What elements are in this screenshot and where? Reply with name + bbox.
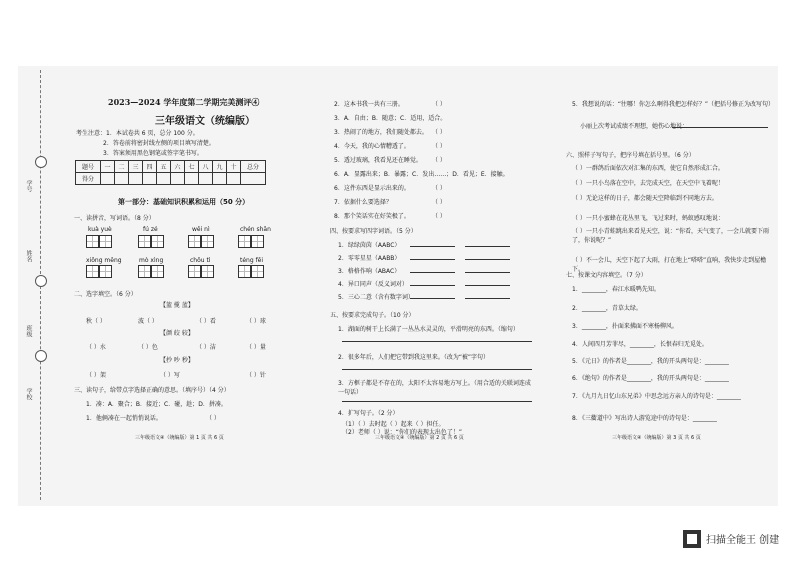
writing-grid-box[interactable] [251, 265, 264, 278]
q4-title: 四、按要求写四字词语。（5 分） [330, 228, 417, 235]
binding-hole [35, 275, 47, 287]
pinyin-label: mò xìng [139, 257, 164, 264]
q3-line: 1．他俩凑在一起悄悄说话。 [86, 415, 162, 422]
q3-line: 3．热闹了的地方，我们随处都去。 [334, 129, 428, 136]
fill-blank[interactable]: （ ）球 [246, 318, 266, 325]
writing-grid-box[interactable] [86, 235, 99, 248]
q3-line: 4．今天，我的心情糟透了。 [334, 143, 410, 150]
writing-grid-box[interactable] [251, 235, 264, 248]
q4-item: 2．零零星星（AABB） [338, 255, 401, 262]
score-cell[interactable] [115, 173, 129, 185]
answer-paren[interactable]: （ ） [206, 415, 220, 422]
q3-line: 1．凑：A．聚合；B．接近；C．碰，趁；D．拼凑。 [86, 401, 227, 408]
pinyin-label: chén shān [240, 226, 271, 233]
score-row-label: 得分 [76, 173, 101, 185]
answer-line[interactable] [672, 127, 768, 128]
part-heading: 第一部分：基础知识积累和运用（50 分） [118, 198, 250, 206]
answer-paren[interactable]: （ ） [432, 199, 446, 206]
q3-line: 5．透过玻璃，我看见还在睡觉。 [334, 157, 422, 164]
q7-item: 6．《绝句》的作者是________，我的开头两句是：________ [572, 375, 729, 382]
answer-paren[interactable]: （ ） [432, 157, 446, 164]
q1-title: 一、读拼音，写词语。（8 分） [74, 215, 155, 222]
q4-item: 3．格格作响（ABAC） [338, 268, 401, 275]
q2-title: 二、选字填空。（6 分） [74, 291, 137, 298]
q6-item: （ ）一只小鸟落在空中，去完成天空，在天空中飞着呢！ [572, 180, 724, 187]
binding-label: 学号 [25, 180, 32, 192]
page-footer: 三年级语文④（统编版）第 3 页 共 6 页 [612, 435, 701, 441]
pinyin-label: fú zé [143, 226, 158, 233]
note-line: 3．答案须用黑色钢笔或签字笔书写。 [103, 150, 203, 157]
writing-grid-box[interactable] [201, 235, 214, 248]
pinyin-label: xiōng měng [86, 257, 122, 264]
score-header-cell: 六 [171, 161, 185, 173]
writing-grid-box[interactable] [138, 265, 151, 278]
binding-label: 班级 [25, 325, 32, 337]
score-header-cell: 十 [227, 161, 241, 173]
score-cell[interactable] [157, 173, 171, 185]
q6-title: 六、照样子写句子，把序号填在括号里。（6 分） [566, 152, 695, 159]
q7-item: 8．《三衢道中》写出诗人游览途中的诗句是：________ [572, 415, 717, 422]
fill-blank[interactable]: （ ）看 [196, 318, 216, 325]
writing-grid-box[interactable] [188, 235, 201, 248]
q6-item: （ ）不一会儿，天空下起了大雨，打在地上“嗒嗒”直响，我快步走到屋檐下。 [572, 257, 767, 273]
writing-grid-box[interactable] [86, 265, 99, 278]
fill-blank[interactable]: （ ）洁 [196, 344, 216, 351]
camscanner-logo-icon [683, 530, 701, 548]
score-cell[interactable] [185, 173, 199, 185]
score-header-cell: 题号 [76, 161, 101, 173]
score-cell[interactable] [227, 173, 241, 185]
writing-grid-box[interactable] [238, 265, 251, 278]
q6-item: （ ）一只小蜜蜂在花丛里飞，飞过来时，蚂蚁感叹地说： [572, 215, 724, 222]
writing-grid-box[interactable] [151, 235, 164, 248]
score-header-cell: 总分 [241, 161, 266, 173]
note-line: 考生注意：1．本试卷共 6 页，总分 100 分。 [76, 130, 199, 137]
q5-item: 小丽上次考试成绩不理想，她伤心地说： [580, 123, 689, 130]
exam-title: 2023—2024 学年度第二学期完美测评④ [108, 97, 260, 107]
score-header-cell: 八 [199, 161, 213, 173]
q5-item: （1）（ ）去时起（ ）起来（ ）担任。 [342, 421, 445, 428]
fill-blank[interactable]: （ ）针 [246, 372, 266, 379]
q6-item: （ ）一群鸽后面依次对汇集的东西，使它自然形成汇合。 [572, 165, 724, 172]
answer-line[interactable] [465, 285, 510, 286]
binding-hole [35, 350, 47, 362]
page-footer: 三年级语文④（统编版）第 2 页 共 6 页 [375, 435, 464, 441]
q7-item: 1．________，春江水暖鸭先知。 [572, 286, 660, 293]
score-cell[interactable] [129, 173, 143, 185]
writing-grid-box[interactable] [201, 265, 214, 278]
answer-paren[interactable]: （ ） [432, 185, 446, 192]
score-header-cell: 四 [143, 161, 157, 173]
answer-paren[interactable]: （ ） [432, 101, 446, 108]
pinyin-label: téng fēi [240, 257, 264, 264]
q7-title: 七、按课文内容填空。（7 分） [566, 272, 647, 279]
q4-item: 4．异口同声（反义词对） [338, 281, 408, 288]
score-header-cell: 三 [129, 161, 143, 173]
answer-line[interactable] [465, 298, 510, 299]
q4-item: 5．三心二意（含有数字词） [338, 294, 414, 301]
note-line: 2．答卷前将密封线左侧的项目填写清楚。 [103, 140, 215, 147]
q5-item: 1．湖面的树干上长满了一丛丛水灵灵的，平滑明亮的东西。（缩句） [338, 326, 519, 333]
q5-item: 3．方框子都是不存在的，太阳不太容易地方写上。（用合适的关联词连成一句话） [338, 380, 531, 396]
binding-margin [20, 70, 60, 500]
q3-line: 7．依据什么要选择？ [334, 199, 392, 206]
fill-blank[interactable]: （ ）水 [86, 344, 106, 351]
answer-paren[interactable]: （ ） [432, 213, 446, 220]
fill-blank[interactable]: （ ）写 [160, 372, 180, 379]
score-cell[interactable] [171, 173, 185, 185]
score-cell[interactable] [199, 173, 213, 185]
score-cell[interactable] [143, 173, 157, 185]
answer-line[interactable] [465, 259, 510, 260]
q6-item: （ ）一只小青蛙跳出来看见天空，说：“你看，天气变了，一会儿就要下雨了，你说呢？” [572, 228, 770, 244]
fill-blank[interactable]: 秋（ ） [86, 318, 106, 325]
binding-label: 学校 [25, 388, 32, 400]
q4-item: 1．绿绿茵茵（AABC） [338, 242, 401, 249]
answer-paren[interactable]: （ ） [432, 129, 446, 136]
q7-item: 2．________，青草太绿。 [572, 305, 642, 312]
q3-line: 3．A．自由；B．随意；C．适用，适合。 [334, 115, 447, 122]
score-cell[interactable] [241, 173, 266, 185]
answer-line[interactable] [342, 369, 532, 370]
writing-grid-box[interactable] [99, 265, 112, 278]
writing-grid-box[interactable] [151, 265, 164, 278]
q5-item: 2．很多年后，人们把它带到我这里来。（改为“被”字句） [338, 354, 490, 361]
fill-blank[interactable]: （ ）色 [138, 344, 158, 351]
fill-blank[interactable]: （ ）量 [246, 344, 266, 351]
char-group: 【篮 揽 蓝】 [160, 302, 194, 309]
score-cell[interactable] [213, 173, 227, 185]
scanner-watermark: 扫描全能王 创建 [706, 535, 780, 546]
answer-line[interactable] [410, 259, 455, 260]
q7-item: 5．《元日》的作者是________，我的开头两句是：________ [572, 358, 729, 365]
answer-paren[interactable]: （ ） [432, 143, 446, 150]
q5-item: 5．我想说的话：“往哪！你怎么啊得我把怎样好？”（把括号修正为改写句） [572, 101, 775, 108]
score-header-cell: 九 [213, 161, 227, 173]
q3-line: 6．这件东西是显示出来的。 [334, 185, 410, 192]
q6-item: （ ）无论这样的日子，都会随天空降临到不同地方去。 [572, 195, 718, 202]
writing-grid-box[interactable] [138, 235, 151, 248]
binding-hole [35, 156, 47, 168]
q7-item: 4．人间四月芳菲尽，________，长恨春归无觅处。 [572, 341, 708, 348]
writing-grid-box[interactable] [99, 235, 112, 248]
q7-item: 7．《九月九日忆山东兄弟》中思念远方亲人的诗句是：________ [572, 393, 741, 400]
writing-grid-box[interactable] [238, 235, 251, 248]
page-footer: 三年级语文④（统编版）第 1 页 共 6 页 [135, 435, 224, 441]
q3-line: 6．A．显露出来；B．暴露；C．发出……；D．看见；E．接触。 [334, 171, 509, 178]
pinyin-label: chōu tì [190, 257, 211, 264]
writing-grid-box[interactable] [188, 265, 201, 278]
q3-line: 8．那个笑话实在好笑极了。 [334, 213, 410, 220]
answer-line[interactable] [410, 298, 455, 299]
q3-line: 2．这本书我一共有三册。 [334, 101, 404, 108]
fill-blank[interactable]: 波（ ） [138, 318, 158, 325]
binding-label: 姓名 [25, 250, 32, 262]
score-header-cell: 一 [101, 161, 115, 173]
answer-line[interactable] [342, 341, 532, 342]
pinyin-label: wěi nì [192, 226, 210, 233]
answer-line[interactable] [410, 285, 455, 286]
answer-line[interactable] [410, 272, 455, 273]
q5-item: 4．扩写句子。（2 分） [338, 410, 399, 417]
q7-item: 3．________，扑面来拂面不寒杨柳风。 [572, 323, 678, 330]
score-cell[interactable] [101, 173, 115, 185]
score-header-cell: 二 [115, 161, 129, 173]
char-group: 【颜 皎 较】 [160, 330, 194, 337]
answer-line[interactable] [465, 272, 510, 273]
exam-notes [76, 129, 215, 159]
score-header-cell: 七 [185, 161, 199, 173]
score-table [75, 160, 266, 185]
answer-line[interactable] [465, 246, 510, 247]
q5-item: （2）老师（ ）说：“你们的表现太出色了！” [342, 429, 462, 436]
answer-line[interactable] [410, 246, 455, 247]
answer-line[interactable] [342, 401, 532, 402]
pinyin-label: kuà yuè [88, 226, 112, 233]
score-header-cell: 五 [157, 161, 171, 173]
q3-title: 三、读句子，给带点字选择正确的意思。（填序号）（4 分） [74, 387, 230, 394]
char-group: 【抄 吵 秒】 [160, 357, 194, 364]
fill-blank[interactable]: （ ）架 [86, 372, 106, 379]
exam-subtitle: 三年级语文（统编版） [155, 116, 255, 127]
q5-title: 五、按要求完成句子。（10 分） [330, 312, 415, 319]
